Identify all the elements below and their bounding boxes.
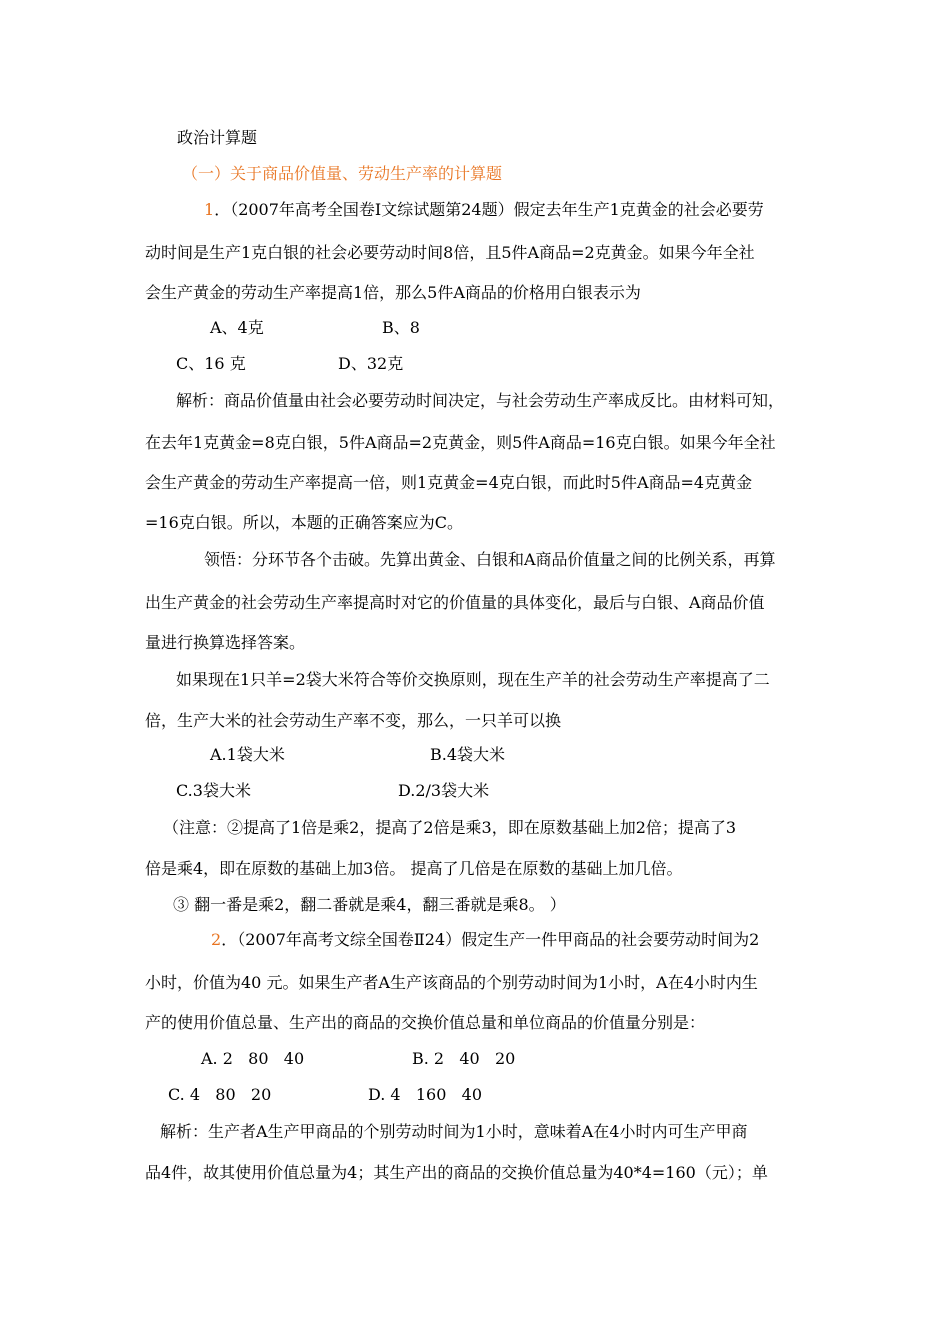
question-2-line-2: 小时，价值为40 元。如果生产者A生产该商品的个别劳动时间为1小时，A在4小时内生 [145, 973, 758, 992]
analysis-1-line-1: 解析：商品价值量由社会必要劳动时间决定，与社会劳动生产率成反比。由材料可知， [176, 391, 785, 410]
question-1-option-b: B、8 [382, 318, 420, 337]
question-1-line-1: 1．（2007年高考全国卷Ⅰ文综试题第24题）假定去年生产1克黄金的社会必要劳 [204, 200, 764, 219]
analysis-1-line-3: 会生产黄金的劳动生产率提高一倍，则1克黄金=4克白银，而此时5件A商品=4克黄金 [145, 473, 753, 492]
example-line-1: 如果现在1只羊=2袋大米符合等价交换原则，现在生产羊的社会劳动生产率提高了二 [176, 670, 770, 689]
question-1-line-3: 会生产黄金的劳动生产率提高1倍，那么5件A商品的价格用白银表示为 [145, 283, 641, 302]
question-2-option-c: C. 4 80 20 [168, 1085, 272, 1104]
analysis-1-line-4: =16克白银。所以，本题的正确答案应为C。 [145, 513, 464, 532]
question-2-line-3: 产的使用价值总量、生产出的商品的交换价值总量和单位商品的价值量分别是： [145, 1013, 706, 1032]
example-option-c: C.3袋大米 [176, 781, 251, 800]
question-1-number: 1 [204, 200, 215, 219]
question-2-option-a: A. 2 80 40 [201, 1049, 305, 1068]
question-1-option-c: C、16 克 [176, 354, 246, 373]
analysis-2-line-2: 品4件，故其使用价值总量为4；其生产出的商品的交换价值总量为40*4=160（元）；单 [145, 1163, 768, 1182]
example-option-a: A.1袋大米 [210, 745, 285, 764]
note-line-3: ③ 翻一番是乘2，翻二番就是乘4，翻三番就是乘8。 ） [173, 895, 566, 914]
insight-line-1: 领悟：分环节各个击破。先算出黄金、白银和A商品价值量之间的比例关系，再算 [204, 550, 776, 569]
note-line-2: 倍是乘4，即在原数的基础上加3倍。 提高了几倍是在原数的基础上加几倍。 [145, 859, 683, 878]
question-2-line-1: 2．（2007年高考文综全国卷Ⅱ24）假定生产一件甲商品的社会要劳动时间为2 [211, 930, 760, 949]
note-line-1: （注意：②提高了1倍是乘2，提高了2倍是乘3，即在原数基础上加2倍；提高了3 [163, 818, 737, 837]
document-title: 政治计算题 [177, 128, 258, 147]
question-2-option-b: B. 2 40 20 [412, 1049, 516, 1068]
question-1-option-d: D、32克 [338, 354, 404, 373]
question-1-option-a: A、4克 [210, 318, 264, 337]
analysis-1-line-2: 在去年1克黄金=8克白银，5件A商品=2克黄金，则5件A商品=16克白银。如果今年全社 [145, 433, 776, 452]
question-2-number: 2 [211, 930, 222, 949]
section-heading: （一）关于商品价值量、劳动生产率的计算题 [182, 164, 503, 183]
insight-line-3: 量进行换算选择答案。 [145, 633, 306, 652]
example-option-d: D.2/3袋大米 [398, 781, 490, 800]
insight-line-2: 出生产黄金的社会劳动生产率提高时对它的价值量的具体变化，最后与白银、A商品价值 [145, 593, 765, 612]
question-1-line-2: 动时间是生产1克白银的社会必要劳动时间8倍，且5件A商品=2克黄金。如果今年全社 [145, 243, 755, 262]
analysis-2-line-1: 解析：生产者A生产甲商品的个别劳动时间为1小时，意味着A在4小时内可生产甲商 [160, 1122, 748, 1141]
example-line-2: 倍，生产大米的社会劳动生产率不变，那么，一只羊可以换 [145, 711, 562, 730]
example-option-b: B.4袋大米 [430, 745, 506, 764]
question-2-option-d: D. 4 160 40 [368, 1085, 483, 1104]
